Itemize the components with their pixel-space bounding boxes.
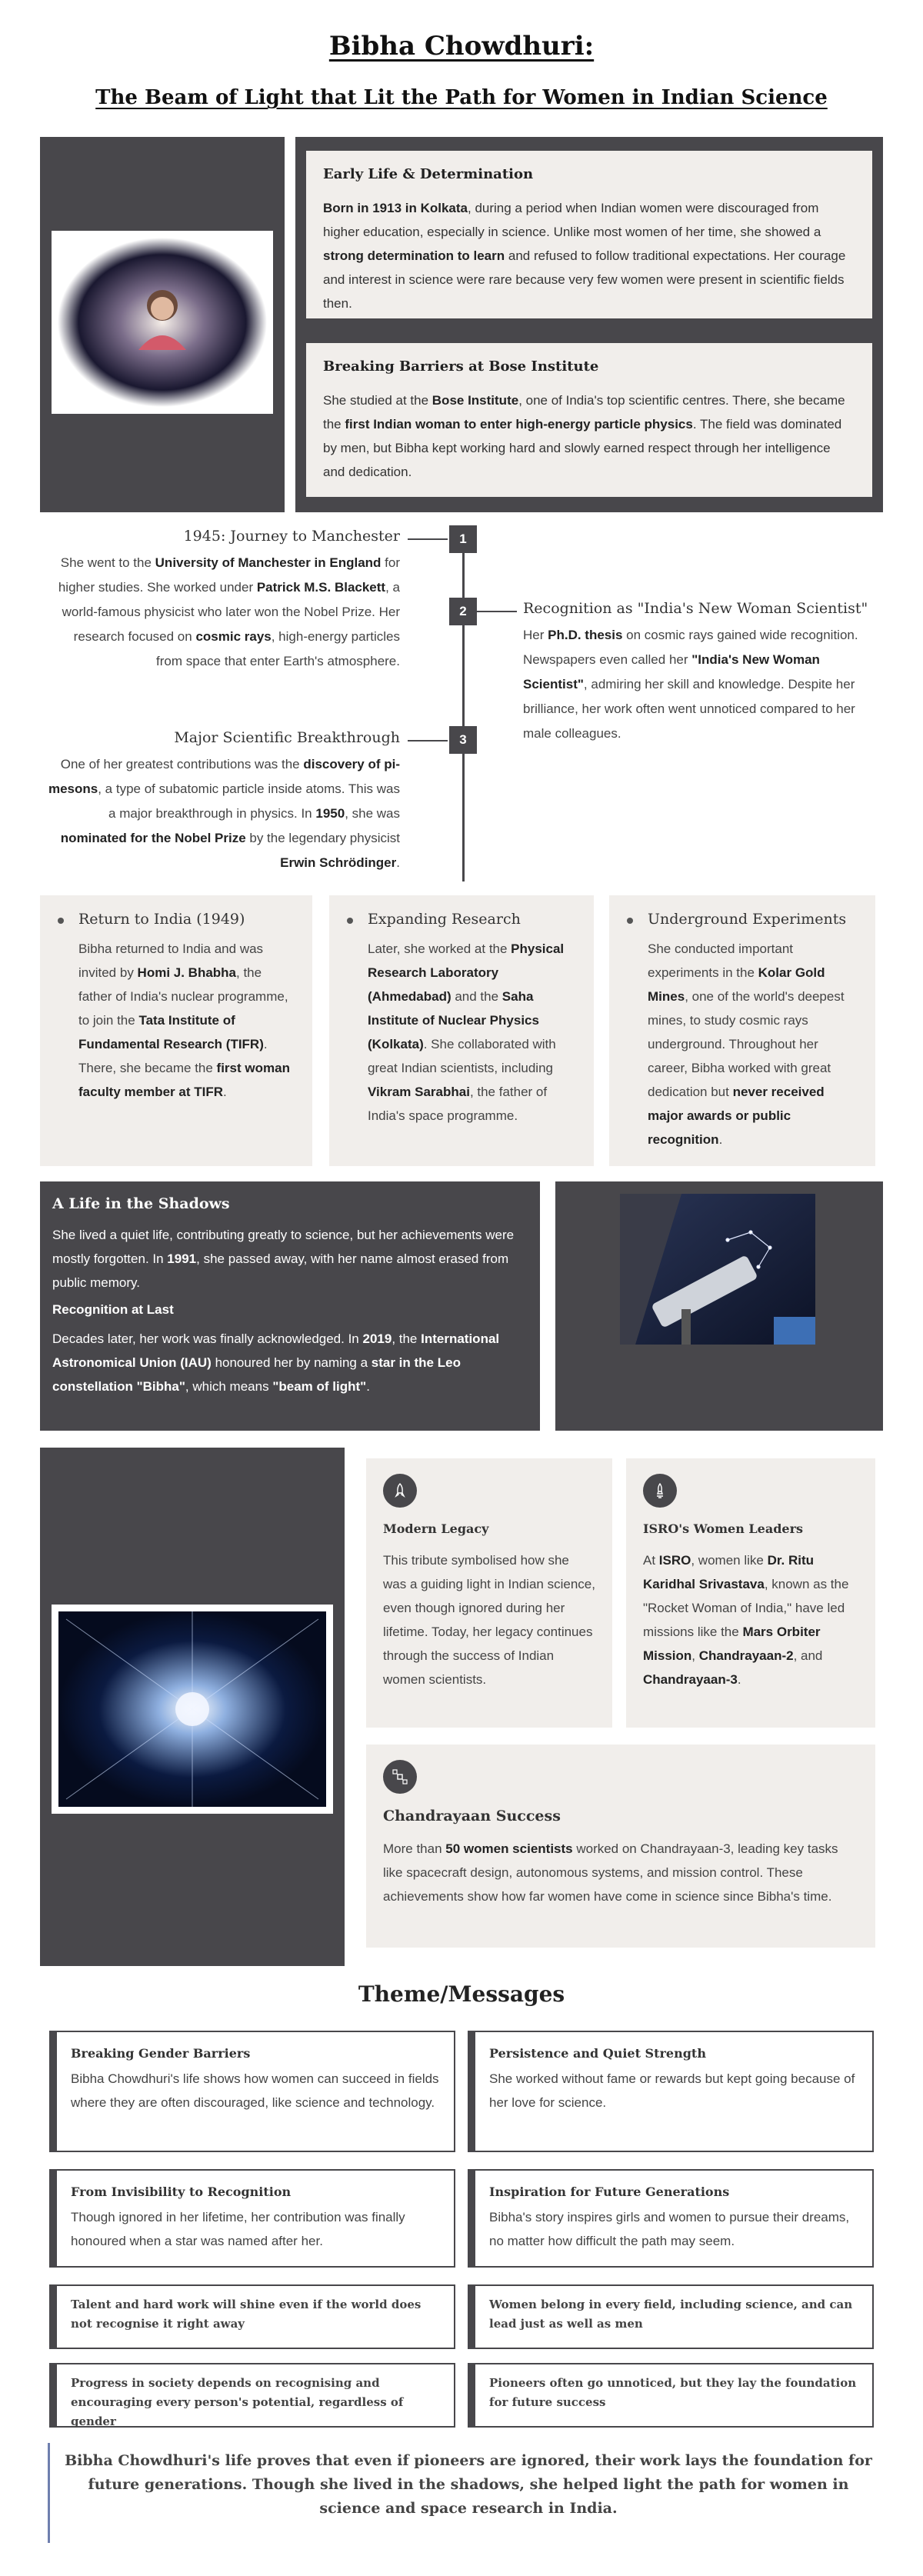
legacy-title-3: Chandrayaan Success [383,1808,561,1825]
early-life-text: Born in 1913 in Kolkata, during a period when Indian women were discouraged from higher education, especially in science. Unlike most women of her time, she showed a strong determination to learn and refused to follow traditional expectations. Her courage and interest in science were rare because very few women were present in scientific fields then. [323,201,846,311]
legacy-text-2: At ISRO, women like Dr. Ritu Karidhal Srivastava, known as the "Rocket Woman of India," have led missions like the Mars Orbiter Mission, Chandrayaan-2, and Chandrayaan-3. [643,1553,849,1687]
theme-message-text-4: Pioneers often go unnoticed, but they lay the foundation for future success [489,2376,857,2409]
column-text-2: Later, she worked at the Physical Research Laboratory (Ahmedabad) and the Saha Institute of Nuclear Physics (Kolkata). She collaborated with great Indian scientists, including Vikram Sarabhai, the father of India's space programme. [368,941,565,1123]
theme-card-invisibility [49,2169,455,2268]
theme-message-4 [468,2363,874,2428]
timeline-number-2: 2 [449,598,477,625]
legacy-text-1: This tribute symbolised how she was a guiding light in Indian science, even though ignored during her lifetime. Today, her legacy continues through the success of Indian women scientists. [383,1553,595,1687]
theme-message-2 [468,2284,874,2349]
portrait-image [55,235,269,410]
legacy-card-modern [366,1458,612,1728]
telescope-image [620,1194,815,1345]
portrait-frame [52,231,273,414]
theme-text-4: Bibha's story inspires girls and women to pursue their dreams, no matter how difficult the path may seem. [489,2210,850,2248]
recognition-text: Decades later, her work was finally acknowledged. In 2019, the International Astronomical Union (IAU) honoured her by naming a star in the Leo constellation "Bibha", which means "beam of light". [52,1331,500,1394]
early-life-card [306,151,872,318]
bose-card [306,343,872,497]
column-text-1: Bibha returned to India and was invited by Homi J. Bhabha, the father of India's nuclear programme, to join the Tata Institute of Fundamental Research (TIFR). There, she became the first woman faculty member at TIFR. [78,941,290,1099]
theme-text-1: Bibha Chowdhuri's life shows how women can succeed in fields where they are often discouraged, like science and technology. [71,2071,439,2110]
shadows-text: She lived a quiet life, contributing greatly to science, but her achievements were mostly forgotten. In 1991, she passed away, with her name almost erased from public memory. [52,1228,515,1290]
legacy-title-1: Modern Legacy [383,1521,489,1536]
intro-panel [295,137,883,512]
legacy-title-2: ISRO's Women Leaders [643,1521,803,1536]
legacy-text-3: More than 50 women scientists worked on Chandrayaan-3, leading key tasks like spacecraft design, autonomous systems, and mission control. These achievements show how far women have come in science since Bibha's time. [383,1841,838,1904]
theme-text-2: She worked without fame or rewards but kept going because of her love for science. [489,2071,855,2110]
early-life-title: Early Life & Determination [323,166,534,182]
shadows-title: A Life in the Shadows [52,1195,230,1212]
satellite-icon [383,1760,417,1794]
legacy-card-isro [626,1458,875,1728]
telescope-panel [555,1181,883,1431]
column-title-1: Return to India (1949) [78,911,295,928]
timeline-item-2 [523,600,885,746]
page-title: Bibha Chowdhuri: [328,31,595,62]
column-title-3: Underground Experiments [648,911,858,928]
theme-card-inspiration [468,2169,874,2268]
recognition-subtitle: Recognition at Last [52,1302,174,1317]
star-image [58,1611,326,1807]
column-expanding-research [329,895,594,1166]
legacy-panel [40,1448,345,1966]
theme-title-2: Persistence and Quiet Strength [489,2046,706,2061]
timeline-number-3: 3 [449,726,477,754]
timeline-title-3: Major Scientific Breakthrough [174,729,400,746]
column-title-2: Expanding Research [368,911,577,928]
timeline-number-1: 1 [449,525,477,553]
theme-message-3 [49,2363,455,2428]
theme-title-4: Inspiration for Future Generations [489,2184,730,2199]
conclusion-bar [48,2443,50,2543]
column-underground [609,895,875,1166]
rocket-icon [383,1474,417,1508]
theme-message-text-3: Progress in society depends on recognising and encouraging every person's potential, regardless of gender [71,2376,404,2428]
theme-text-3: Though ignored in her lifetime, her contribution was finally honoured when a star was named after her. [71,2210,405,2248]
legacy-card-chandrayaan [366,1745,875,1948]
timeline-connector-1 [408,538,448,540]
timeline-text-2: Her Ph.D. thesis on cosmic rays gained wide recognition. Newspapers even called her "India's New Woman Scientist", admiring her skill and knowledge. Despite her brilliance, her work often went unnoticed compared to her male colleagues. [523,628,858,741]
theme-card-gender [49,2031,455,2152]
theme-message-text-1: Talent and hard work will shine even if the world does not recognise it right away [71,2298,422,2331]
timeline-line [462,526,465,881]
timeline-text-1: She went to the University of Manchester in England for higher studies. She worked under Patrick M.S. Blackett, a world-famous physicist who later won the Nobel Prize. Her research focused on cosmic rays, high-energy particles from space that enter Earth's atmosphere. [58,555,400,668]
timeline-connector-2 [477,611,517,612]
timeline-text-3: One of her greatest contributions was the discovery of pi-mesons, a type of subatomic particle inside atoms. This was a major breakthrough in physics. In 1950, she was nominated for the Nobel Prize by the legendary physicist Erwin Schrödinger. [48,757,400,870]
portrait-panel [40,137,285,512]
column-return-india [40,895,312,1166]
timeline-connector-3 [408,740,448,741]
timeline-item-1 [46,528,400,674]
timeline-title-1: 1945: Journey to Manchester [183,528,400,545]
timeline-title-2: Recognition as "India's New Woman Scientist" [523,600,868,617]
theme-title-3: From Invisibility to Recognition [71,2184,292,2199]
themes-heading: Theme/Messages [358,1981,565,2007]
theme-message-text-2: Women belong in every field, including science, and can lead just as well as men [489,2298,853,2331]
bose-text: She studied at the Bose Institute, one of India's top scientific centres. There, she became the first Indian woman to enter high-energy particle physics. The field was dominated by men, but Bibha kept working hard and slowly earned respect through her intelligence and dedication. [323,393,845,479]
timeline-item-3 [46,729,400,875]
bose-title: Breaking Barriers at Bose Institute [323,358,599,375]
column-text-3: She conducted important experiments in the Kolar Gold Mines, one of the world's deepest mines, to study cosmic rays underground. Throughout her career, Bibha worked with great dedication but never received major awards or public recognition. [648,941,845,1147]
page-subtitle: The Beam of Light that Lit the Path for Women in Indian Science [95,86,828,109]
star-frame [52,1605,333,1814]
theme-card-persistence [468,2031,874,2152]
shadows-panel [40,1181,540,1431]
rocket-launch-icon [643,1474,677,1508]
conclusion-text: Bibha Chowdhuri's life proves that even if pioneers are ignored, their work lays the foundation for future generations. Though she lived in the shadows, she helped light the path for women in science and space research in India. [65,2452,872,2517]
theme-title-1: Breaking Gender Barriers [71,2046,251,2061]
theme-message-1 [49,2284,455,2349]
